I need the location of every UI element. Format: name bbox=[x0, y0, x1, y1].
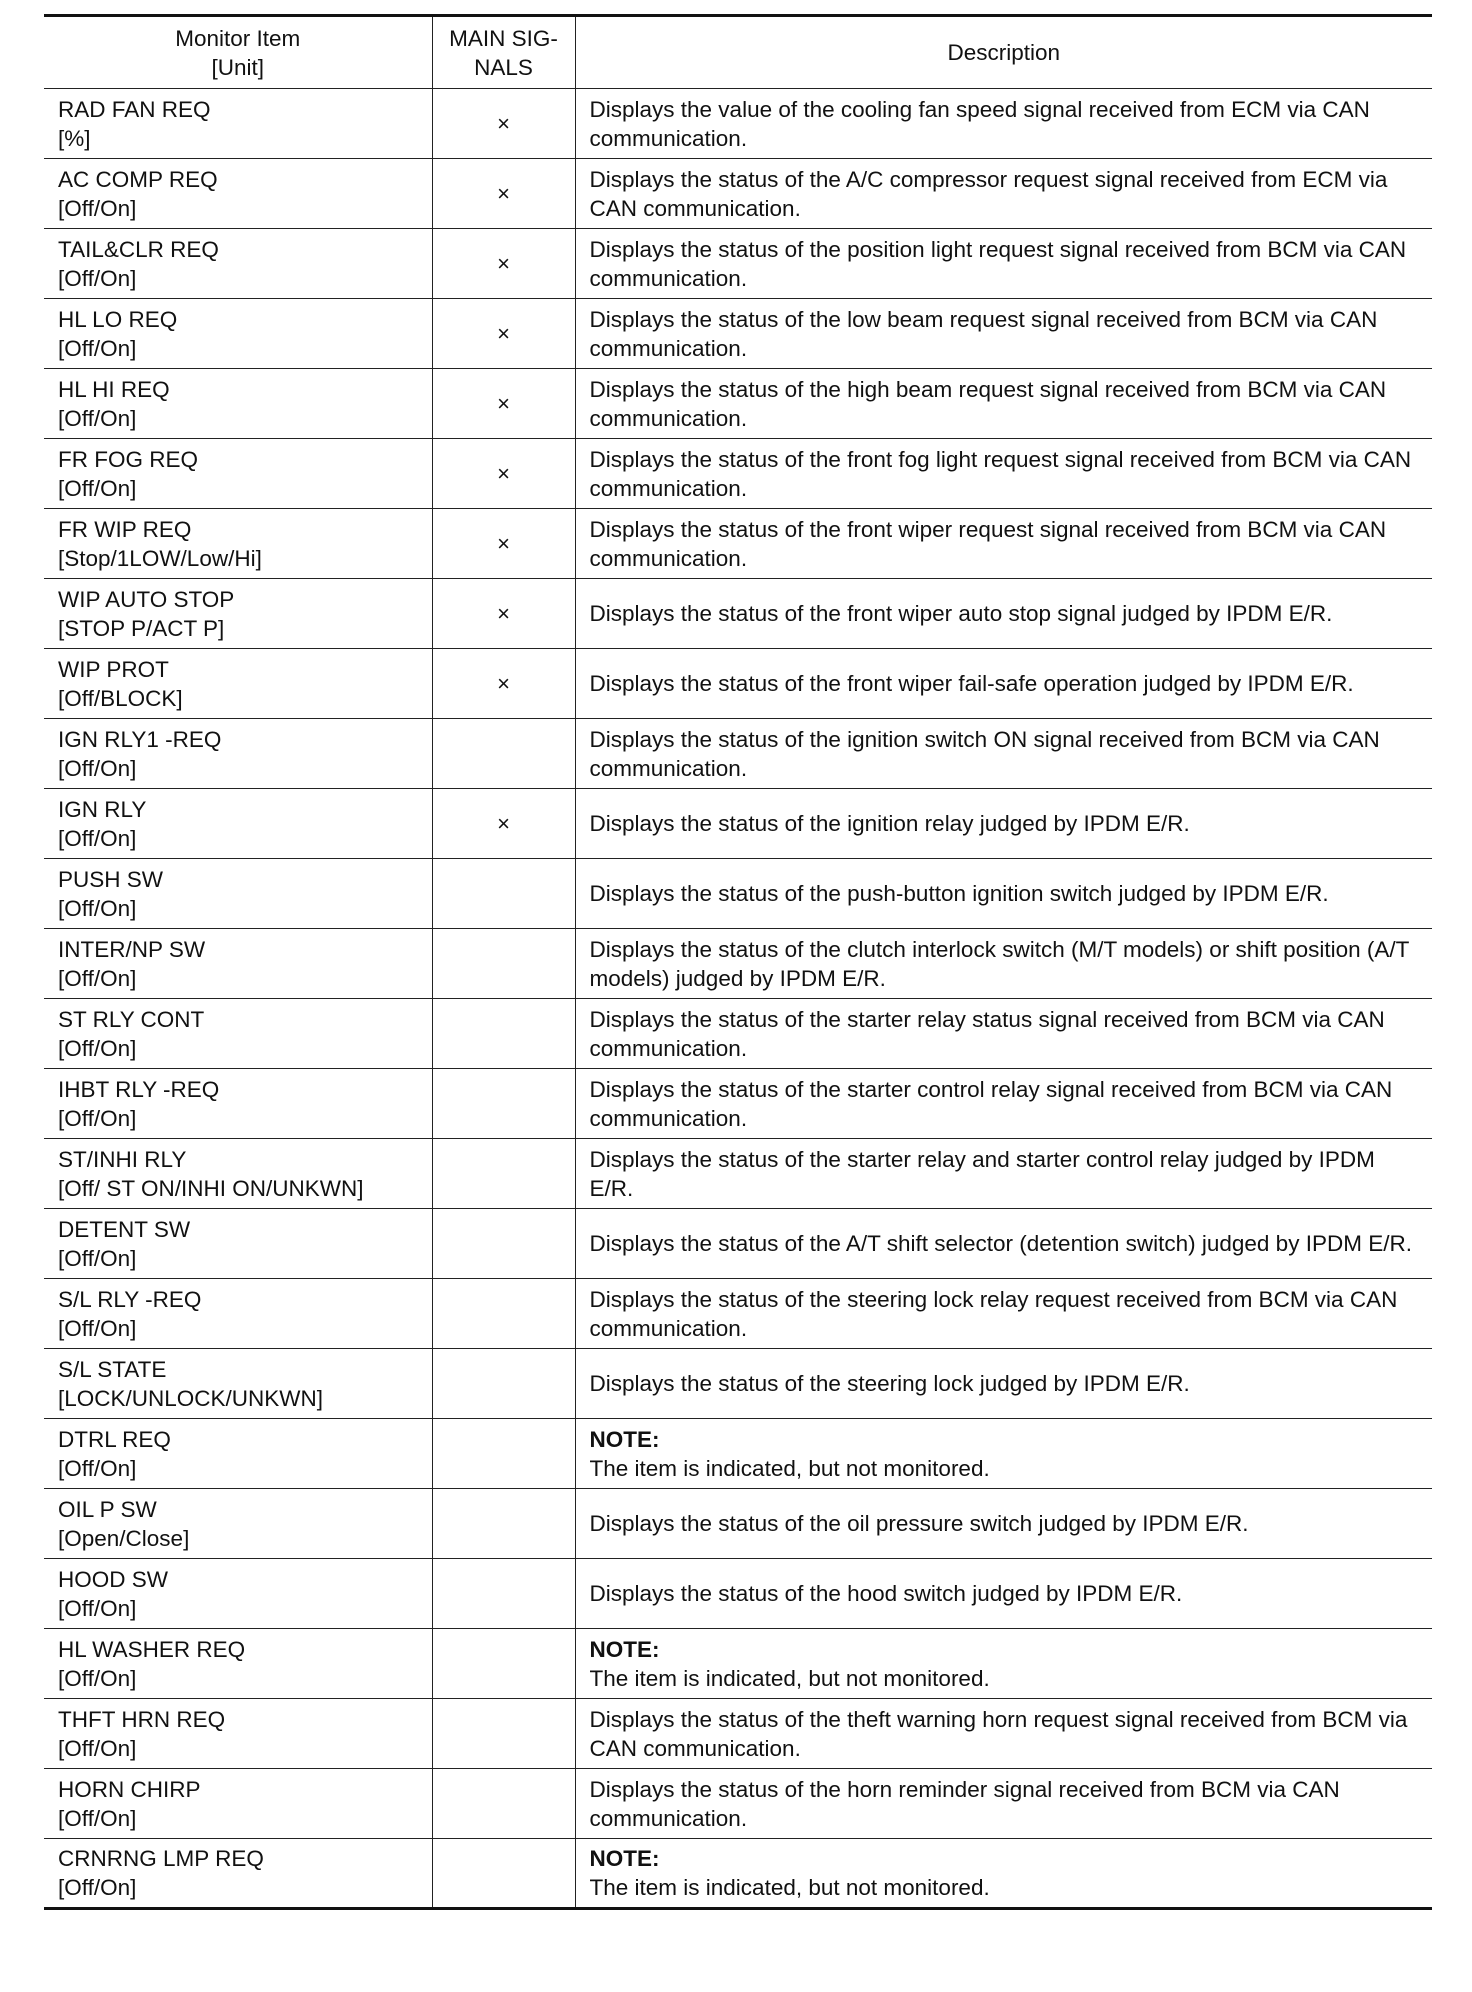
table-row bbox=[44, 649, 1432, 719]
table-header bbox=[44, 16, 1432, 89]
monitor-item-unit: [Off/On] bbox=[58, 965, 137, 991]
monitor-item-name: HL LO REQ bbox=[58, 306, 178, 332]
monitor-item-cell bbox=[44, 649, 432, 719]
description-cell bbox=[575, 1559, 1432, 1629]
header-monitor-item-line2: [Unit] bbox=[211, 54, 264, 80]
monitor-item-cell bbox=[44, 1629, 432, 1699]
monitor-item-unit: [Off/On] bbox=[58, 1595, 137, 1621]
main-signal-mark: × bbox=[432, 369, 575, 439]
table-row bbox=[44, 1629, 1432, 1699]
description-cell bbox=[575, 1839, 1432, 1909]
description-cell bbox=[575, 1489, 1432, 1559]
description-cell bbox=[575, 299, 1432, 369]
description-cell bbox=[575, 1769, 1432, 1839]
monitor-item-unit: [Off/On] bbox=[58, 825, 137, 851]
monitor-item-cell bbox=[44, 719, 432, 789]
monitor-item-unit: [Off/On] bbox=[58, 755, 137, 781]
note-label: NOTE: bbox=[589, 1636, 660, 1662]
monitor-item-cell bbox=[44, 369, 432, 439]
monitor-item-unit: [Off/On] bbox=[58, 1035, 137, 1061]
main-signal-mark bbox=[432, 719, 575, 789]
description-text: Displays the status of the push-button ignition switch judged by IPDM E/R. bbox=[589, 881, 1329, 906]
main-signal-mark: × bbox=[432, 299, 575, 369]
table-row bbox=[44, 1559, 1432, 1629]
table-row bbox=[44, 1279, 1432, 1349]
header-main-signals-line1: MAIN SIG- bbox=[449, 25, 558, 51]
monitor-item-cell bbox=[44, 1139, 432, 1209]
monitor-item-name: PUSH SW bbox=[58, 866, 164, 892]
main-signal-mark: × bbox=[432, 579, 575, 649]
table-row bbox=[44, 159, 1432, 229]
description-text: Displays the status of the front wiper request signal received from BCM via CAN communication. bbox=[589, 516, 1387, 571]
description-text: Displays the status of the high beam request signal received from BCM via CAN communication. bbox=[589, 376, 1387, 431]
monitor-item-name: DTRL REQ bbox=[58, 1426, 171, 1452]
description-text: Displays the status of the position light request signal received from BCM via CAN communication. bbox=[589, 236, 1407, 291]
monitor-item-cell bbox=[44, 439, 432, 509]
table-row bbox=[44, 509, 1432, 579]
table-row bbox=[44, 369, 1432, 439]
monitor-item-unit: [Off/On] bbox=[58, 1245, 137, 1271]
description-text: Displays the status of the front fog light request signal received from BCM via CAN communication. bbox=[589, 446, 1412, 501]
description-cell bbox=[575, 999, 1432, 1069]
monitor-item-cell bbox=[44, 1349, 432, 1419]
monitor-item-unit: [Off/On] bbox=[58, 475, 137, 501]
monitor-item-name: AC COMP REQ bbox=[58, 166, 218, 192]
main-signal-mark bbox=[432, 1489, 575, 1559]
monitor-item-cell bbox=[44, 89, 432, 159]
main-signal-mark: × bbox=[432, 89, 575, 159]
main-signal-mark bbox=[432, 1769, 575, 1839]
description-cell bbox=[575, 159, 1432, 229]
main-signal-mark bbox=[432, 1139, 575, 1209]
description-text: Displays the status of the ignition relay judged by IPDM E/R. bbox=[589, 811, 1190, 836]
main-signal-mark: × bbox=[432, 159, 575, 229]
monitor-item-name: THFT HRN REQ bbox=[58, 1706, 226, 1732]
description-text: Displays the status of the steering lock relay request received from BCM via CAN communication. bbox=[589, 1286, 1398, 1341]
monitor-item-unit: [Off/On] bbox=[58, 335, 137, 361]
monitor-item-name: RAD FAN REQ bbox=[58, 96, 211, 122]
description-cell bbox=[575, 859, 1432, 929]
main-signal-mark bbox=[432, 1349, 575, 1419]
description-text: Displays the status of the A/T shift selector (detention switch) judged by IPDM E/R. bbox=[589, 1231, 1412, 1256]
monitor-item-name: HORN CHIRP bbox=[58, 1776, 201, 1802]
description-cell bbox=[575, 1629, 1432, 1699]
main-signal-mark bbox=[432, 1699, 575, 1769]
monitor-item-cell bbox=[44, 789, 432, 859]
main-signal-mark: × bbox=[432, 509, 575, 579]
table-row bbox=[44, 1769, 1432, 1839]
main-signal-mark bbox=[432, 1279, 575, 1349]
monitor-item-unit: [%] bbox=[58, 125, 91, 151]
description-cell bbox=[575, 439, 1432, 509]
monitor-item-cell bbox=[44, 1279, 432, 1349]
description-cell bbox=[575, 1279, 1432, 1349]
monitor-item-unit: [Off/On] bbox=[58, 1455, 137, 1481]
main-signal-mark: × bbox=[432, 229, 575, 299]
table-row bbox=[44, 929, 1432, 999]
main-signal-mark: × bbox=[432, 789, 575, 859]
monitor-item-name: ST RLY CONT bbox=[58, 1006, 205, 1032]
table-row bbox=[44, 229, 1432, 299]
note-label: NOTE: bbox=[589, 1846, 660, 1871]
main-signal-mark: × bbox=[432, 439, 575, 509]
description-text: Displays the status of the A/C compressor request signal received from ECM via CAN communication. bbox=[589, 166, 1388, 221]
description-cell bbox=[575, 1139, 1432, 1209]
description-text: The item is indicated, but not monitored. bbox=[589, 1665, 990, 1691]
monitor-item-cell bbox=[44, 159, 432, 229]
table-row bbox=[44, 1139, 1432, 1209]
monitor-item-unit: [Off/On] bbox=[58, 895, 137, 921]
description-cell bbox=[575, 719, 1432, 789]
description-cell bbox=[575, 789, 1432, 859]
monitor-item-unit: [Off/On] bbox=[58, 195, 137, 221]
monitor-item-cell bbox=[44, 1489, 432, 1559]
description-text: Displays the status of the steering lock judged by IPDM E/R. bbox=[589, 1371, 1190, 1396]
description-text: Displays the status of the starter control relay signal received from BCM via CAN communication. bbox=[589, 1076, 1393, 1131]
description-text: Displays the status of the starter relay status signal received from BCM via CAN communication. bbox=[589, 1006, 1385, 1061]
header-description: Description bbox=[575, 16, 1432, 89]
monitor-item-name: FR FOG REQ bbox=[58, 446, 198, 472]
monitor-item-cell bbox=[44, 509, 432, 579]
table-body bbox=[44, 89, 1432, 1909]
monitor-item-cell bbox=[44, 929, 432, 999]
monitor-item-unit: [Off/On] bbox=[58, 1315, 137, 1341]
table-row bbox=[44, 999, 1432, 1069]
main-signal-mark bbox=[432, 1559, 575, 1629]
description-cell bbox=[575, 1699, 1432, 1769]
table-row bbox=[44, 1069, 1432, 1139]
monitor-item-name: ST/INHI RLY bbox=[58, 1146, 187, 1172]
table-row bbox=[44, 1419, 1432, 1489]
description-cell bbox=[575, 1069, 1432, 1139]
description-text: Displays the status of the starter relay and starter control relay judged by IPDM E/R. bbox=[589, 1146, 1375, 1201]
header-row bbox=[44, 16, 1432, 89]
main-signal-mark bbox=[432, 929, 575, 999]
monitor-item-table bbox=[44, 14, 1432, 1910]
monitor-item-name: FR WIP REQ bbox=[58, 516, 192, 542]
monitor-item-unit: [Off/On] bbox=[58, 1875, 137, 1900]
monitor-item-unit: [Open/Close] bbox=[58, 1525, 190, 1551]
main-signal-mark bbox=[432, 1209, 575, 1279]
monitor-item-cell bbox=[44, 1419, 432, 1489]
description-text: Displays the status of the ignition switch ON signal received from BCM via CAN communication. bbox=[589, 726, 1380, 781]
monitor-item-cell bbox=[44, 1839, 432, 1909]
note-label: NOTE: bbox=[589, 1426, 660, 1452]
header-main-signals bbox=[432, 16, 575, 89]
table-row bbox=[44, 299, 1432, 369]
monitor-item-unit: [Off/On] bbox=[58, 1735, 137, 1761]
description-cell bbox=[575, 229, 1432, 299]
header-monitor-item-line1: Monitor Item bbox=[175, 25, 301, 51]
table-row bbox=[44, 1349, 1432, 1419]
header-main-signals-line2: NALS bbox=[474, 54, 533, 80]
table-row bbox=[44, 859, 1432, 929]
description-cell bbox=[575, 1419, 1432, 1489]
monitor-item-unit: [Off/On] bbox=[58, 1805, 137, 1831]
monitor-item-name: WIP PROT bbox=[58, 656, 169, 682]
description-cell bbox=[575, 509, 1432, 579]
table-row bbox=[44, 89, 1432, 159]
monitor-item-name: IHBT RLY -REQ bbox=[58, 1076, 220, 1102]
description-cell bbox=[575, 89, 1432, 159]
monitor-item-cell bbox=[44, 579, 432, 649]
monitor-item-cell bbox=[44, 299, 432, 369]
description-text: Displays the status of the front wiper auto stop signal judged by IPDM E/R. bbox=[589, 601, 1333, 626]
main-signal-mark bbox=[432, 1839, 575, 1909]
monitor-item-name: HL HI REQ bbox=[58, 376, 170, 402]
table-row bbox=[44, 439, 1432, 509]
monitor-item-cell bbox=[44, 859, 432, 929]
monitor-item-name: TAIL&CLR REQ bbox=[58, 236, 219, 262]
monitor-item-unit: [Off/On] bbox=[58, 265, 137, 291]
monitor-item-cell bbox=[44, 1069, 432, 1139]
table-row bbox=[44, 1209, 1432, 1279]
description-cell bbox=[575, 649, 1432, 719]
description-text: Displays the status of the horn reminder signal received from BCM via CAN communication. bbox=[589, 1776, 1340, 1831]
monitor-item-cell bbox=[44, 229, 432, 299]
monitor-item-name: HOOD SW bbox=[58, 1566, 168, 1592]
monitor-item-unit: [STOP P/ACT P] bbox=[58, 615, 225, 641]
table-row bbox=[44, 789, 1432, 859]
monitor-item-unit: [Off/BLOCK] bbox=[58, 685, 183, 711]
monitor-item-name: HL WASHER REQ bbox=[58, 1636, 246, 1662]
description-text: Displays the status of the theft warning horn request signal received from BCM via CAN communication. bbox=[589, 1706, 1408, 1761]
main-signal-mark: × bbox=[432, 649, 575, 719]
header-monitor-item bbox=[44, 16, 432, 89]
monitor-item-unit: [LOCK/UNLOCK/UNKWN] bbox=[58, 1385, 324, 1411]
table-row bbox=[44, 579, 1432, 649]
monitor-item-unit: [Off/On] bbox=[58, 405, 137, 431]
monitor-item-cell bbox=[44, 1209, 432, 1279]
monitor-item-cell bbox=[44, 999, 432, 1069]
monitor-item-name: CRNRNG LMP REQ bbox=[58, 1846, 264, 1871]
main-signal-mark bbox=[432, 999, 575, 1069]
description-text: Displays the status of the front wiper fail-safe operation judged by IPDM E/R. bbox=[589, 671, 1354, 696]
description-text: Displays the status of the oil pressure switch judged by IPDM E/R. bbox=[589, 1511, 1249, 1536]
main-signal-mark bbox=[432, 859, 575, 929]
monitor-item-cell bbox=[44, 1769, 432, 1839]
description-cell bbox=[575, 579, 1432, 649]
monitor-item-name: WIP AUTO STOP bbox=[58, 586, 235, 612]
monitor-item-cell bbox=[44, 1559, 432, 1629]
monitor-item-name: IGN RLY1 -REQ bbox=[58, 726, 222, 752]
main-signal-mark bbox=[432, 1629, 575, 1699]
description-text: Displays the status of the hood switch judged by IPDM E/R. bbox=[589, 1581, 1183, 1606]
monitor-item-name: S/L STATE bbox=[58, 1356, 167, 1382]
description-text: Displays the status of the low beam request signal received from BCM via CAN communication. bbox=[589, 306, 1378, 361]
description-text: Displays the status of the clutch interlock switch (M/T models) or shift position (A/T models) judged by IPDM E/R. bbox=[589, 936, 1409, 991]
monitor-item-unit: [Stop/1LOW/Low/Hi] bbox=[58, 545, 262, 571]
table-row bbox=[44, 1489, 1432, 1559]
description-text: The item is indicated, but not monitored. bbox=[589, 1875, 990, 1900]
monitor-item-name: INTER/NP SW bbox=[58, 936, 206, 962]
description-cell bbox=[575, 929, 1432, 999]
description-text: The item is indicated, but not monitored. bbox=[589, 1455, 990, 1481]
main-signal-mark bbox=[432, 1419, 575, 1489]
monitor-item-unit: [Off/ ST ON/INHI ON/UNKWN] bbox=[58, 1175, 364, 1201]
table-row bbox=[44, 1699, 1432, 1769]
monitor-item-unit: [Off/On] bbox=[58, 1105, 137, 1131]
monitor-item-name: IGN RLY bbox=[58, 796, 147, 822]
monitor-item-name: DETENT SW bbox=[58, 1216, 191, 1242]
monitor-item-name: OIL P SW bbox=[58, 1496, 157, 1522]
main-signal-mark bbox=[432, 1069, 575, 1139]
monitor-item-unit: [Off/On] bbox=[58, 1665, 137, 1691]
table-row bbox=[44, 719, 1432, 789]
description-cell bbox=[575, 1349, 1432, 1419]
description-cell bbox=[575, 369, 1432, 439]
description-text: Displays the value of the cooling fan speed signal received from ECM via CAN communication. bbox=[589, 96, 1370, 151]
monitor-item-cell bbox=[44, 1699, 432, 1769]
description-cell bbox=[575, 1209, 1432, 1279]
table-row bbox=[44, 1839, 1432, 1909]
monitor-item-name: S/L RLY -REQ bbox=[58, 1286, 202, 1312]
